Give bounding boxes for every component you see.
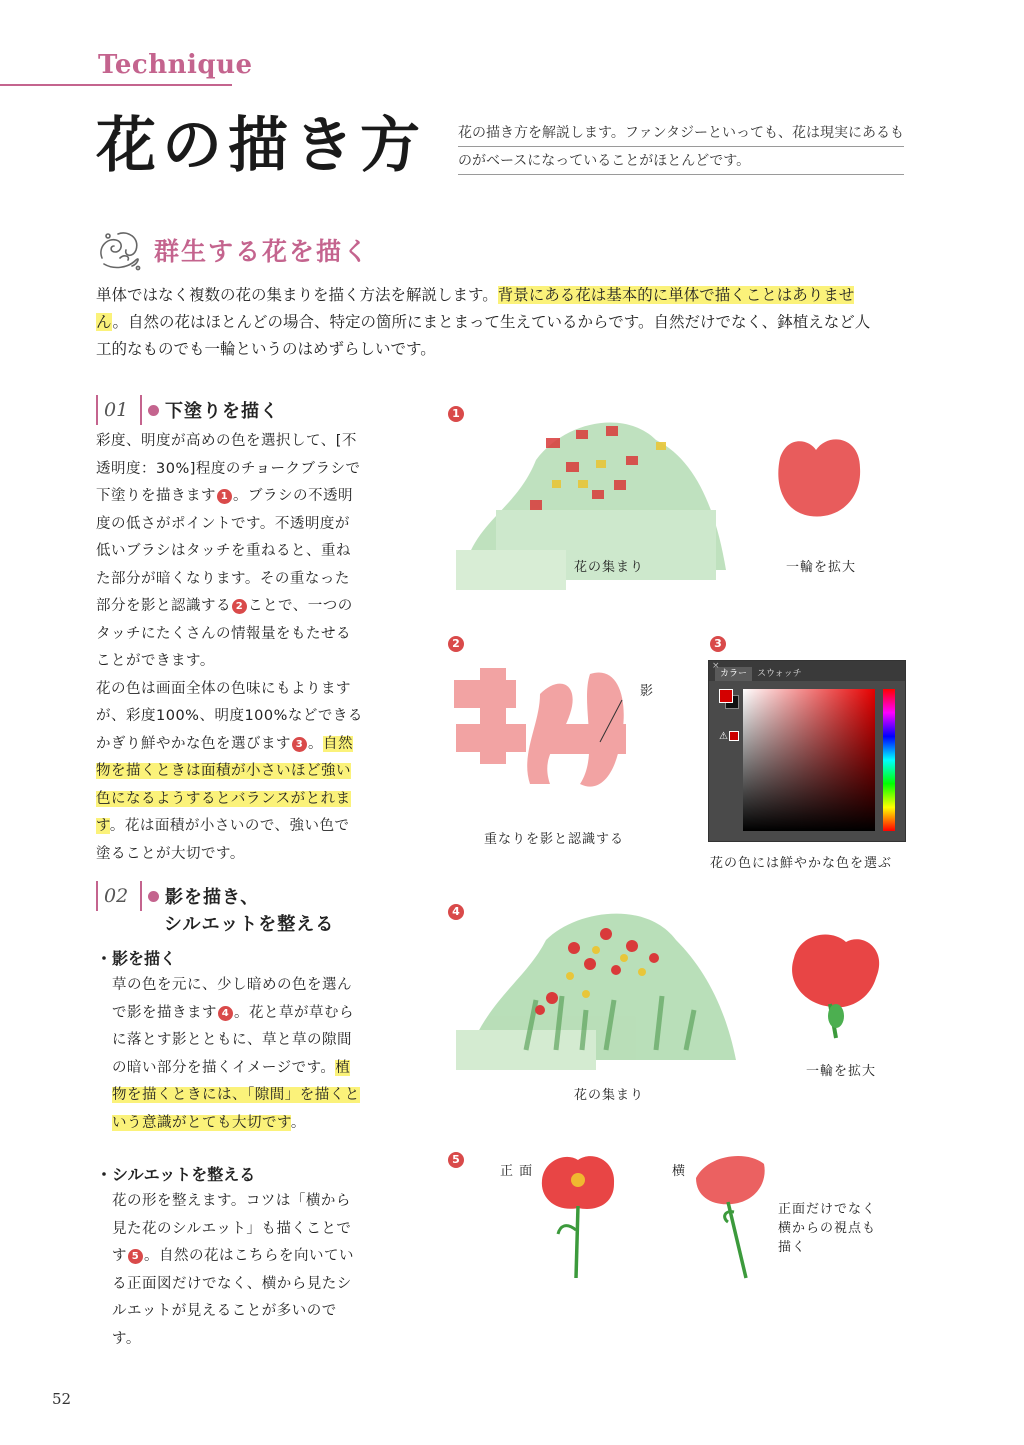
body-line: に落とす影とともに、草と草の隙間 (112, 1032, 352, 1048)
highlight-text: す (96, 818, 110, 834)
body-text: 。花と草が草むら (234, 1004, 354, 1021)
close-icon[interactable]: × (712, 661, 720, 671)
body-line (96, 758, 363, 786)
body-line: 彩度、明度が高めの色を選択して、[不 (96, 433, 357, 449)
body-line: ことができます。 (96, 653, 215, 669)
bullet-dot-icon (148, 405, 159, 416)
gamut-warning-swatch[interactable] (729, 731, 739, 741)
figure-badge: 5 (448, 1152, 464, 1168)
body-line: た部分が暗くなります。その重なった (96, 570, 350, 587)
body-line (96, 813, 363, 841)
step-divider (140, 881, 142, 911)
saturation-value-field[interactable] (743, 689, 875, 831)
figure-note (778, 1200, 876, 1257)
body-line (96, 786, 363, 814)
figure-badge: 1 (448, 406, 464, 422)
note-line: 横からの視点も (778, 1221, 877, 1236)
step-title: 影を描き、 (165, 887, 260, 908)
body-line: 見た花のシルエット」も描くことで (112, 1220, 352, 1237)
body-line (96, 593, 363, 621)
body-line: ルエットが見えることが多いので (112, 1303, 337, 1319)
intro-line: のがベースになっていることがほとんどです。 (458, 148, 904, 175)
figure-caption: 一輪を拡大 (806, 1064, 877, 1079)
page-number: 52 (52, 1390, 72, 1408)
step-divider (140, 395, 142, 425)
step-number: 01 (104, 399, 129, 421)
step-divider (96, 881, 98, 911)
single-flower-shaded-sketch (780, 928, 890, 1048)
step-02-heading (96, 882, 259, 910)
gamut-warning-icon: ⚠ (719, 731, 728, 742)
tab-color[interactable]: カラー (715, 667, 752, 681)
foreground-color-swatch[interactable] (719, 689, 733, 703)
step-title-line2: シルエットを整える (164, 914, 335, 935)
side-flower-sketch (688, 1150, 772, 1282)
intro-text (458, 120, 904, 175)
step-divider (96, 395, 98, 425)
body-line: 花の色は画面全体の色味にもよります (96, 680, 351, 697)
body-text: 下塗りを描きます (96, 488, 216, 504)
side-view-label: 横 (672, 1164, 687, 1179)
body-text: す (112, 1248, 127, 1264)
note-line: 描く (778, 1240, 807, 1255)
body-line: が、彩度100%、明度100%などできる (96, 708, 363, 724)
figure-badge: 3 (710, 636, 726, 652)
highlight-text: 色になるようするとバランスがとれま (96, 790, 351, 807)
step-02-silhouette-body (112, 1188, 354, 1353)
figure-caption: 重なりを影と認識する (484, 832, 625, 847)
body-line: す。 (112, 1330, 141, 1347)
body-text: 部分を影と認識する (96, 598, 231, 614)
body-line (96, 731, 363, 759)
body-text: 。 (308, 735, 323, 752)
step-02-shadow-body (112, 972, 360, 1137)
ref-number-badge: 5 (128, 1249, 143, 1264)
body-text: ことで、一つの (248, 598, 353, 614)
page-title: 花の描き方 (96, 111, 426, 181)
figure-caption: 一輪を拡大 (786, 560, 857, 575)
body-text: の暗い部分を描くイメージです。 (112, 1059, 336, 1076)
bullet-dot-icon (148, 891, 159, 902)
bullet-heading: ・シルエットを整える (96, 1165, 256, 1184)
body-text: 。ブラシの不透明 (233, 488, 353, 504)
ref-number-badge: 4 (218, 1006, 233, 1021)
single-flower-sketch (770, 428, 866, 524)
step-01-heading (96, 396, 279, 424)
body-line (112, 1000, 360, 1028)
tab-swatches[interactable]: スウォッチ (757, 669, 802, 679)
ref-number-badge: 2 (232, 599, 247, 614)
body-text: かぎり鮮やかな色を選びます (96, 735, 291, 752)
highlight-text: 背景にある花は基本的に単体で描くことはありませ (497, 286, 855, 304)
highlight-text: 物を描くときには、「隙間」を描くと (112, 1087, 360, 1103)
highlight-text: 自然 (323, 735, 353, 752)
body-line (112, 1110, 360, 1138)
body-line (112, 1055, 360, 1083)
body-line (112, 1082, 360, 1110)
step-title: 下塗りを描く (165, 401, 279, 422)
body-line: 塗ることが大切です。 (96, 845, 245, 862)
front-view-label: 正 面 (500, 1164, 534, 1179)
hue-slider[interactable] (883, 689, 895, 831)
body-text: 。花は面積が小さいので、強い色で (109, 818, 350, 834)
section-title: 群生する花を描く (154, 237, 371, 266)
body-line (112, 1243, 354, 1271)
body-line: 透明度：30%]程度のチョークブラシで (96, 460, 361, 477)
ref-number-badge: 1 (217, 489, 232, 504)
body-line (96, 483, 363, 511)
body-line: タッチにたくさんの情報量をもたせる (96, 625, 351, 642)
lead-text: 。自然の花はほとんどの場合、特定の箇所にまとまって生えているからです。自然だけでなく、鉢植えなど人 (112, 313, 871, 331)
ref-number-badge: 3 (292, 737, 307, 752)
color-picker-panel[interactable] (708, 660, 906, 842)
shadow-label: 影 (640, 684, 655, 699)
body-line: 草の色を元に、少し暗めの色を選ん (112, 977, 352, 993)
bullet-heading: ・影を描く (96, 949, 177, 968)
overlap-strokes-sketch (450, 664, 650, 804)
note-line: 正面だけでなく (778, 1202, 877, 1217)
figure-caption: 花の色には鮮やかな色を選ぶ (710, 856, 893, 871)
figure-caption: 花の集まり (574, 560, 645, 575)
flourish-ornament-icon (96, 228, 144, 272)
body-text: で影を描きます (112, 1004, 217, 1021)
picker-tab-bar (709, 661, 905, 681)
highlight-text: 植 (335, 1059, 351, 1076)
body-line: 低いブラシはタッチを重ねると、重ね (96, 543, 351, 559)
figure-caption: 花の集まり (574, 1088, 645, 1103)
body-text: 。自然の花はこちらを向いてい (144, 1248, 354, 1264)
lead-line: 工的なものでも一輪というのはめずらしいです。 (96, 340, 436, 358)
body-line: る正面図だけでなく、横から見たシ (112, 1275, 352, 1292)
highlight-text: ん (96, 313, 113, 331)
figure-badge: 4 (448, 904, 464, 920)
figure-badge: 2 (448, 636, 464, 652)
body-text: 。 (290, 1114, 306, 1131)
highlight-text: いう意識がとても大切です (112, 1114, 291, 1131)
intro-line: 花の描き方を解説します。ファンタジーといっても、花は現実にあるも (458, 120, 904, 147)
lead-text: 単体ではなく複数の花の集まりを描く方法を解説します。 (96, 286, 498, 304)
lead-paragraph (96, 282, 916, 363)
front-flower-sketch (536, 1150, 620, 1280)
lead-line (96, 309, 916, 336)
step-01-body (96, 428, 363, 868)
body-line: 花の形を整えます。コツは「横から (112, 1193, 351, 1209)
body-line: 度の低さがポイントです。不透明度が (96, 515, 350, 532)
highlight-text: 物を描くときは面積が小さいほど強い (96, 763, 351, 779)
lead-line (96, 282, 916, 309)
technique-label: Technique (98, 50, 253, 80)
step-number: 02 (104, 885, 129, 907)
shaded-flower-cluster-sketch (456, 900, 746, 1080)
technique-rule (0, 84, 232, 86)
